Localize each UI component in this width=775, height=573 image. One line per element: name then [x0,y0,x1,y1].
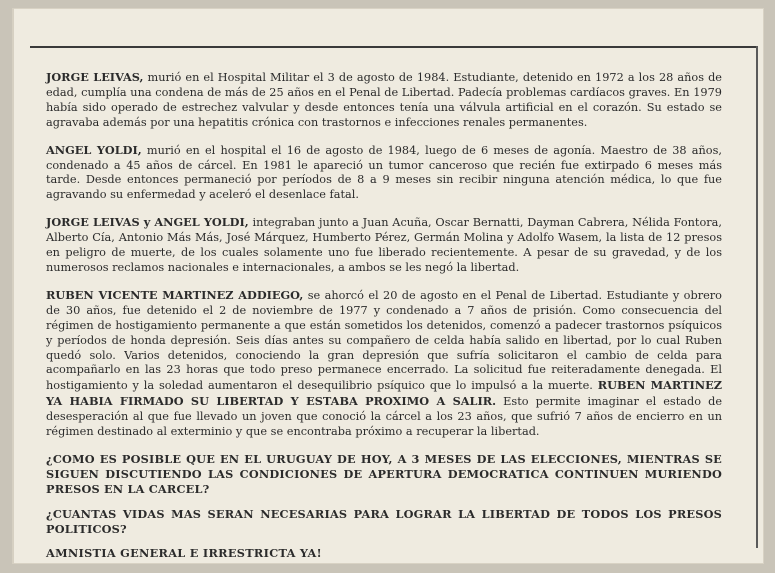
text-martinez: se ahorcó el 20 de agosto en el Penal de Libertad. Estudiante y obrero de 30 años, fue detenido el 2 de noviembre de 1977 y condenado a 7 años de prisión. Como consecuencia del régimen de hostigamiento permanente a que están sometidos los detenidos, comenzó a padecer trastornos psíquicos y períodos de honda depresión. Seis días antes su compañero de celda había salido en libertad, por lo cual Ruben quedó solo. Varios detenidos, conociendo la gran depresión que sufría solicitaron el cambio de celda para acompañarlo en las 23 horas que todo preso permanece encerrado. La solicitud fue reiteradamente denegada. El hostigamiento y la soledad aumentaron el desequilibrio psíquico que lo impulsó a la muerte. [46,288,722,393]
document-body [46,70,722,573]
paragraph-both [46,215,722,276]
paper-sheet [12,8,764,564]
question-lives: ¿CUANTAS VIDAS MAS SERAN NECESARIAS PARA LOGRAR LA LIBERTAD DE TODOS LOS PRESOS POLITICOS? [46,506,722,536]
text-both: integraban junto a Juan Acuña, Oscar Bernatti, Dayman Cabrera, Nélida Fontora, Alberto Cía, Antonio Más Más, José Márquez, Humberto Pérez, Germán Molina y Adolfo Wasem, la lista de 12 presos en peligro de muerte, de los cuales solamente uno fue liberado recientemente. A pesar de su gravedad, y de los numerosos reclamos nacionales e internacionales, a ambos se les negó la libertad. [46,216,722,274]
right-rule-line [756,46,758,548]
text-martinez-2: Esto permite imaginar el estado de desesperación al que fue llevado un joven que conoció la cárcel a los 23 años, que sufrió 7 años de encierro en un régimen destinado al exterminio y que se encontraba próximo a recuperar la libertad. [46,395,723,439]
name-leivas: JORGE LEIVAS, [46,70,144,84]
text-yoldi: murió en el hospital el 16 de agosto de 1984, luego de 6 meses de agonía. Maestro de 38 años, condenado a 45 años de cárcel. En 1981 le apareció un tumor canceroso que recién fue extirpado 6 meses más tarde. Desde entonces permaneció por períodos de 8 a 9 meses sin recibir ninguna atención médica, lo que fue agravando su enfermedad y aceleró el desenlace fatal. [46,143,722,202]
top-rule-line [30,46,756,48]
text-leivas: murió en el Hospital Militar el 3 de agosto de 1984. Estudiante, detenido en 1972 a los 28 años de edad, cumplía una condena de más de 25 años en el Penal de Libertad. Padecía problemas cardíacos graves. En 1979 había sido operado de estrechez valvular y desde entonces tenía una válvula artificial en el corazón. Su estado se agravaba además por una hepatitis crónica con trastornos e infecciones renales permanentes. [46,71,722,129]
paragraph-yoldi [46,143,722,204]
question-elections: ¿COMO ES POSIBLE QUE EN EL URUGUAY DE HOY, A 3 MESES DE LAS ELECCIONES, MIENTRAS SE SIGUEN DISCUTIENDO LAS CONDICIONES DE APERTURA DEMOCRATICA CONTINUEN MURIENDO PRESOS EN LA CARCEL? [46,451,722,496]
paragraph-leivas [46,70,722,131]
emphasis-martinez: RUBEN MARTINEZ YA HABIA FIRMADO SU LIBERTAD Y ESTABA PROXIMO A SALIR. [46,378,722,409]
name-martinez: RUBEN VICENTE MARTINEZ ADDIEGO, [46,287,304,302]
paragraph-martinez [46,288,722,440]
left-edge [12,8,14,564]
names-both: JORGE LEIVAS y ANGEL YOLDI, [46,215,249,230]
closing-slogan: AMNISTIA GENERAL E IRRESTRICTA YA! [46,546,322,561]
name-yoldi: ANGEL YOLDI, [46,142,142,157]
